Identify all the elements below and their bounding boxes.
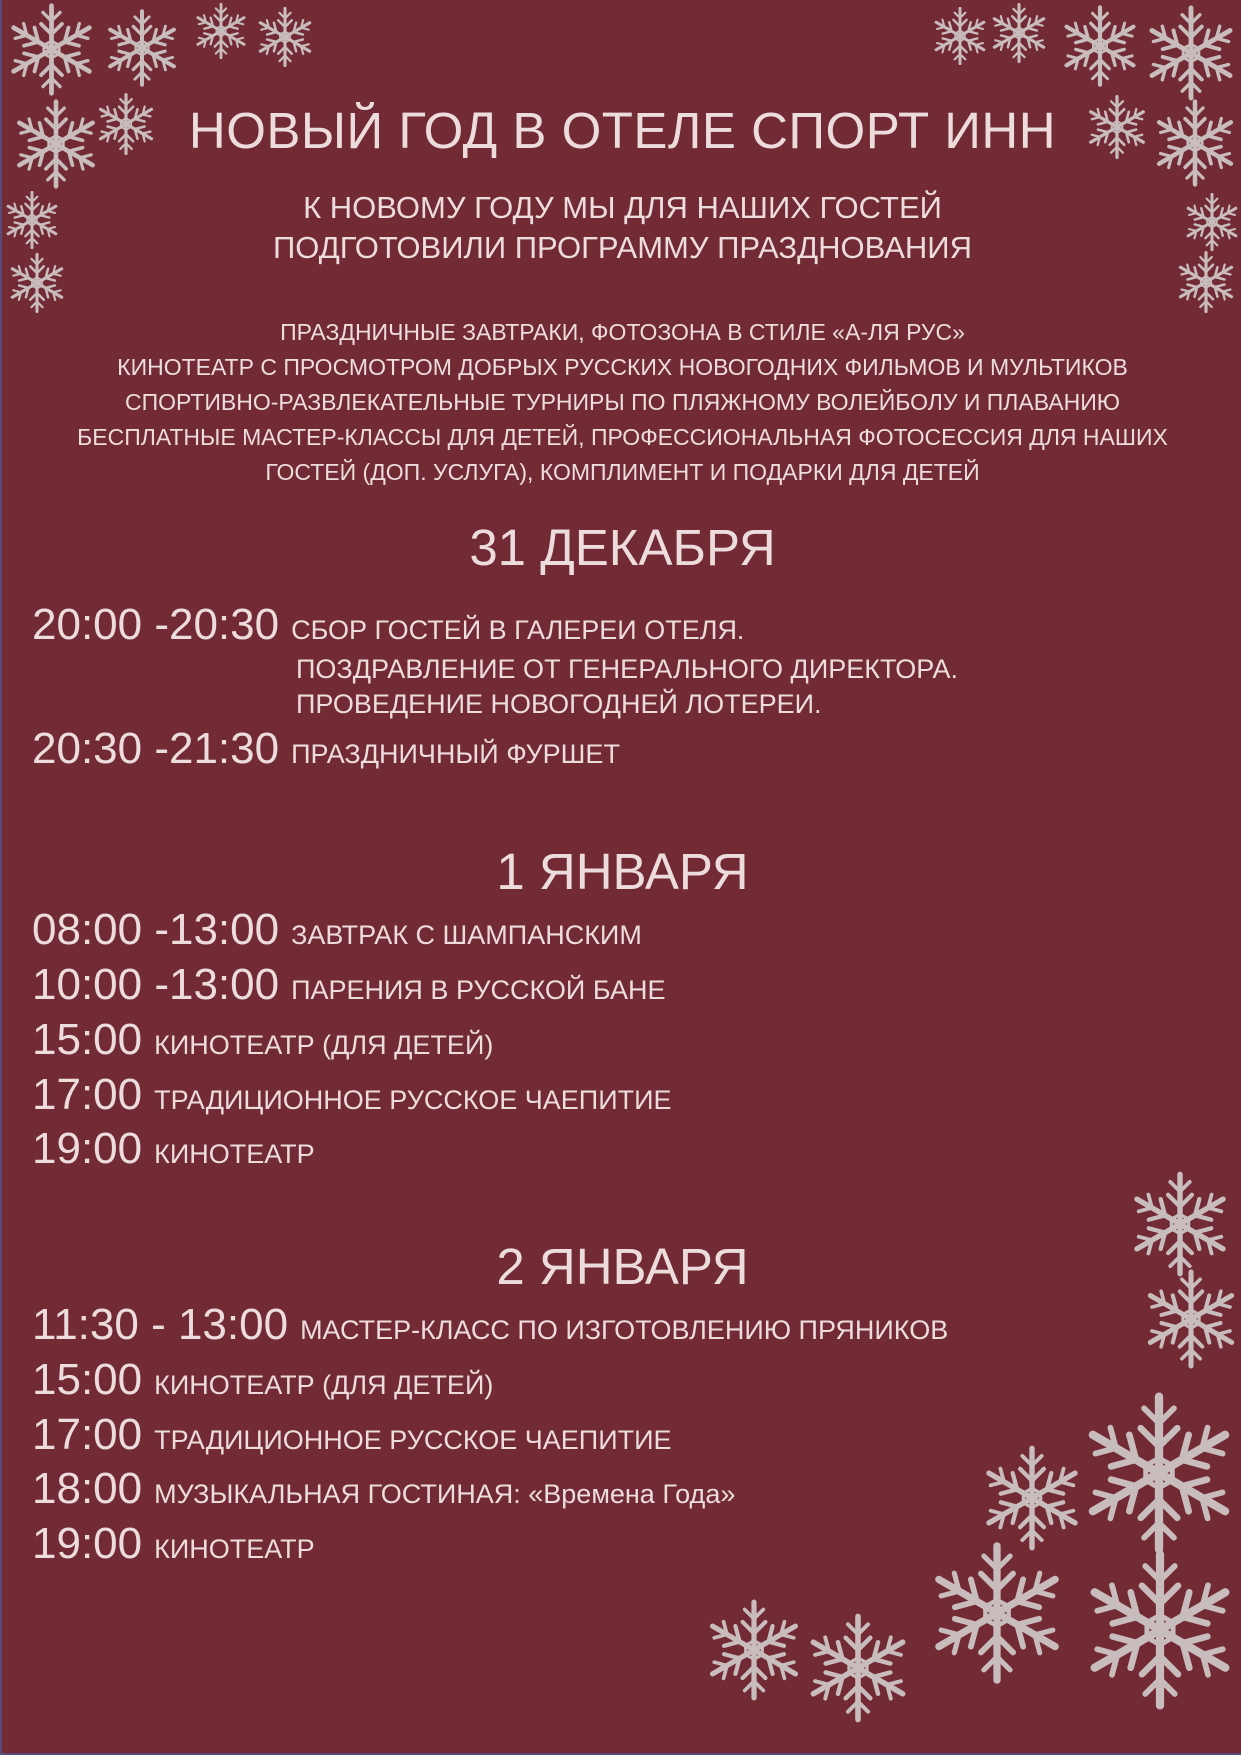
features-list <box>2 315 1241 490</box>
schedule-row <box>32 960 665 1010</box>
schedule-row <box>32 905 642 955</box>
event-description: ПРАЗДНИЧНЫЙ ФУРШЕТ <box>291 739 620 769</box>
event-description: КИНОТЕАТР <box>154 1534 315 1564</box>
event-description: ЗАВТРАК С ШАМПАНСКИМ <box>291 920 642 950</box>
event-description: ПАРЕНИЯ В РУССКОЙ БАНЕ <box>291 975 666 1005</box>
page-title: НОВЫЙ ГОД В ОТЕЛЕ СПОРТ ИНН <box>188 102 1057 159</box>
snowflake-icon <box>1078 1548 1241 1712</box>
snowflake-icon <box>930 6 990 66</box>
event-description: ТРАДИЦИОННОЕ РУССКОЕ ЧАЕПИТИЕ <box>154 1085 672 1115</box>
subtitle-line: ПОДГОТОВИЛИ ПРОГРАММУ ПРАЗДНОВАНИЯ <box>273 230 972 265</box>
day-heading: 1 ЯНВАРЯ <box>496 843 749 900</box>
schedule-row <box>32 1519 315 1569</box>
schedule-row <box>32 724 620 774</box>
schedule-row <box>32 1300 948 1350</box>
event-time: 10:00 -13:00 <box>32 960 280 1009</box>
event-description: МАСТЕР-КЛАСС ПО ИЗГОТОВЛЕНИЮ ПРЯНИКОВ <box>300 1315 949 1345</box>
snowflake-icon <box>988 2 1050 64</box>
feature-line: КИНОТЕАТР С ПРОСМОТРОМ ДОБРЫХ РУССКИХ НОВОГОДНИХ ФИЛЬМОВ И МУЛЬТИКОВ <box>117 354 1128 380</box>
event-time: 17:00 <box>32 1410 143 1459</box>
event-description: СБОР ГОСТЕЙ В ГАЛЕРЕИ ОТЕЛЯ. <box>291 615 745 645</box>
schedule-row <box>32 1015 493 1065</box>
event-description-continued: ПОЗДРАВЛЕНИЕ ОТ ГЕНЕРАЛЬНОГО ДИРЕКТОРА. <box>296 654 958 684</box>
feature-line: БЕСПЛАТНЫЕ МАСТЕР-КЛАССЫ ДЛЯ ДЕТЕЙ, ПРОФЕССИОНАЛЬНАЯ ФОТОСЕССИЯ ДЛЯ НАШИХ <box>77 424 1168 450</box>
event-time: 08:00 -13:00 <box>32 905 280 954</box>
event-time: 18:00 <box>32 1464 143 1513</box>
schedule-row <box>32 600 744 650</box>
event-time: 15:00 <box>32 1355 143 1404</box>
subtitle <box>2 188 1241 268</box>
event-time: 19:00 <box>32 1519 143 1568</box>
event-description: КИНОТЕАТР (ДЛЯ ДЕТЕЙ) <box>154 1030 494 1060</box>
event-description: КИНОТЕАТР (ДЛЯ ДЕТЕЙ) <box>154 1370 494 1400</box>
snowflake-icon <box>924 1540 1070 1686</box>
event-description-continued: ПРОВЕДЕНИЕ НОВОГОДНЕЙ ЛОТЕРЕИ. <box>296 689 822 719</box>
event-time: 17:00 <box>32 1070 143 1119</box>
snowflake-icon <box>102 8 182 88</box>
snowflake-icon <box>1142 4 1240 102</box>
snowflake-icon <box>4 2 99 97</box>
snowflake-icon <box>254 6 316 68</box>
schedule-row <box>32 1464 735 1514</box>
feature-line: СПОРТИВНО-РАЗВЛЕКАТЕЛЬНЫЕ ТУРНИРЫ ПО ПЛЯЖНОМУ ВОЛЕЙБОЛУ И ПЛАВАНИЮ <box>124 389 1121 415</box>
event-time: 19:00 <box>32 1124 143 1173</box>
event-time: 15:00 <box>32 1015 143 1064</box>
event-description: КИНОТЕАТР <box>154 1139 315 1169</box>
event-time: 20:30 -21:30 <box>32 724 280 773</box>
schedule-row <box>32 1124 315 1174</box>
snowflake-icon <box>802 1612 914 1724</box>
event-description: МУЗЫКАЛЬНАЯ ГОСТИНАЯ: «Времена Года» <box>154 1479 736 1509</box>
subtitle-line: К НОВОМУ ГОДУ МЫ ДЛЯ НАШИХ ГОСТЕЙ <box>303 190 942 225</box>
schedule-row <box>32 1355 493 1405</box>
feature-line: ГОСТЕЙ (ДОП. УСЛУГА), КОМПЛИМЕНТ И ПОДАРКИ ДЛЯ ДЕТЕЙ <box>265 459 980 485</box>
schedule-row <box>32 1410 672 1460</box>
snowflake-icon <box>1058 4 1142 88</box>
event-description: ТРАДИЦИОННОЕ РУССКОЕ ЧАЕПИТИЕ <box>154 1425 672 1455</box>
event-time: 20:00 -20:30 <box>32 600 280 649</box>
snowflake-icon <box>702 1598 806 1702</box>
event-time: 11:30 - 13:00 <box>32 1300 289 1349</box>
snowflake-icon <box>978 1444 1086 1552</box>
feature-line: ПРАЗДНИЧНЫЕ ЗАВТРАКИ, ФОТОЗОНА В СТИЛЕ «А-ЛЯ РУС» <box>280 319 965 345</box>
snowflake-icon <box>192 2 250 60</box>
schedule-row <box>32 1070 672 1120</box>
day-heading: 31 ДЕКАБРЯ <box>469 519 776 576</box>
day-heading: 2 ЯНВАРЯ <box>496 1238 749 1295</box>
snowflake-icon <box>1076 1390 1241 1556</box>
